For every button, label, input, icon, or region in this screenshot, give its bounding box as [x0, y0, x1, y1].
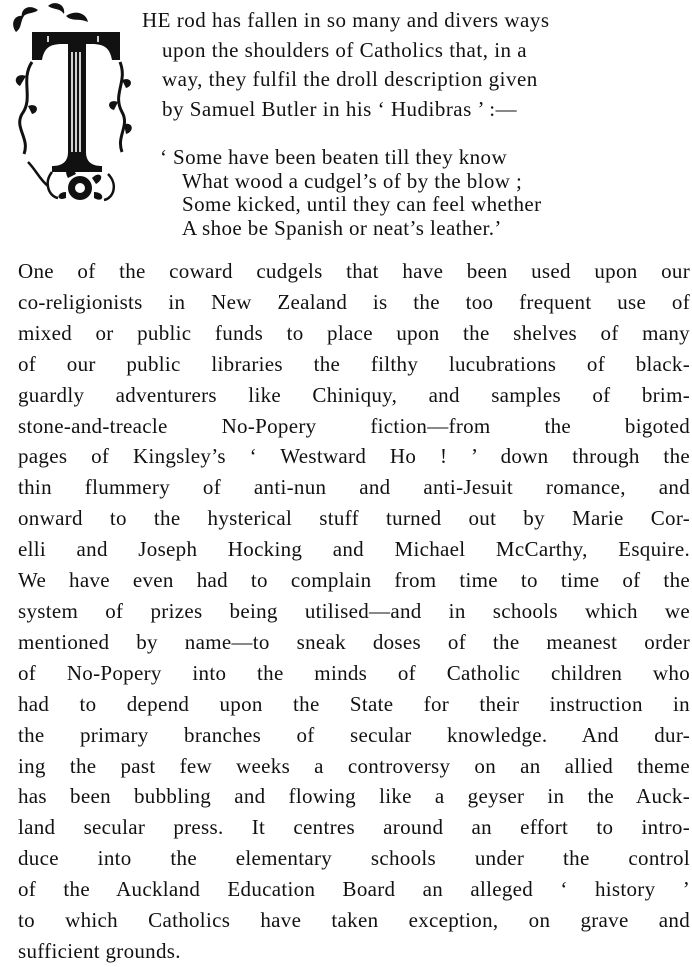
body-line: of our public libraries the filthy lucubrations of black- [18, 351, 690, 376]
body-line: land secular press. It centres around an effort to intro- [18, 815, 690, 840]
intro-line: way, they fulfil the droll description given [162, 67, 538, 91]
body-line: system of prizes being utilised—and in schools which we [18, 598, 690, 623]
intro-line: by Samuel Butler in his ‘ Hudibras ’ :— [162, 96, 518, 121]
body-line: guardly adventurers like Chiniquy, and samples of brim- [18, 382, 690, 407]
body-line: to which Catholics have taken exception, on grave and [18, 908, 690, 933]
body-line: thin flummery of anti-nun and anti-Jesuit romance, and [18, 475, 690, 500]
body-line: had to depend upon the State for their instruction in [18, 691, 690, 716]
body-line: onward to the hysterical stuff turned out by Marie Cor- [18, 506, 690, 531]
intro-paragraph [142, 6, 690, 124]
body-line: of the Auckland Education Board an alleged ‘ history ’ [18, 877, 690, 902]
body-line: stone-and-treacle No-Popery fiction—from the bigoted [18, 413, 690, 438]
verse-quotation [160, 146, 690, 240]
intro-line: HE rod has fallen in so many and divers ways [142, 8, 550, 32]
body-line: mentioned by name—to sneak doses of the meanest order [18, 629, 690, 654]
verse-line: ‘ Some have been beaten till they know [160, 145, 508, 169]
body-line: has been bubbling and flowing like a geyser in the Auck- [18, 784, 690, 809]
body-line: duce into the elementary schools under the control [18, 846, 690, 871]
body-line: elli and Joseph Hocking and Michael McCarthy, Esquire. [18, 537, 690, 562]
verse-line: What wood a cudgel’s of by the blow ; [182, 168, 523, 193]
floral-ornament-icon [8, 2, 134, 208]
body-line: the primary branches of secular knowledge. And dur- [18, 722, 690, 747]
body-line: pages of Kingsley’s ‘ Westward Ho ! ’ down through the [18, 444, 690, 469]
verse-line: Some kicked, until they can feel whether [182, 192, 542, 216]
body-line: of No-Popery into the minds of Catholic children who [18, 660, 690, 685]
verse-line: A shoe be Spanish or neat’s leather.’ [182, 215, 502, 240]
intro-line: upon the shoulders of Catholics that, in a [162, 37, 528, 62]
body-line: One of the coward cudgels that have been used upon our [18, 259, 690, 283]
body-line: ing the past few weeks a controversy on an allied theme [18, 753, 690, 778]
ornamental-drop-cap [8, 2, 134, 208]
body-line: sufficient grounds. [18, 938, 181, 963]
body-paragraph [18, 256, 690, 967]
body-line: We have even had to complain from time to time of the [18, 568, 690, 593]
body-line: mixed or public funds to place upon the shelves of many [18, 320, 690, 345]
body-line: co-religionists in New Zealand is the too frequent use of [18, 289, 690, 314]
